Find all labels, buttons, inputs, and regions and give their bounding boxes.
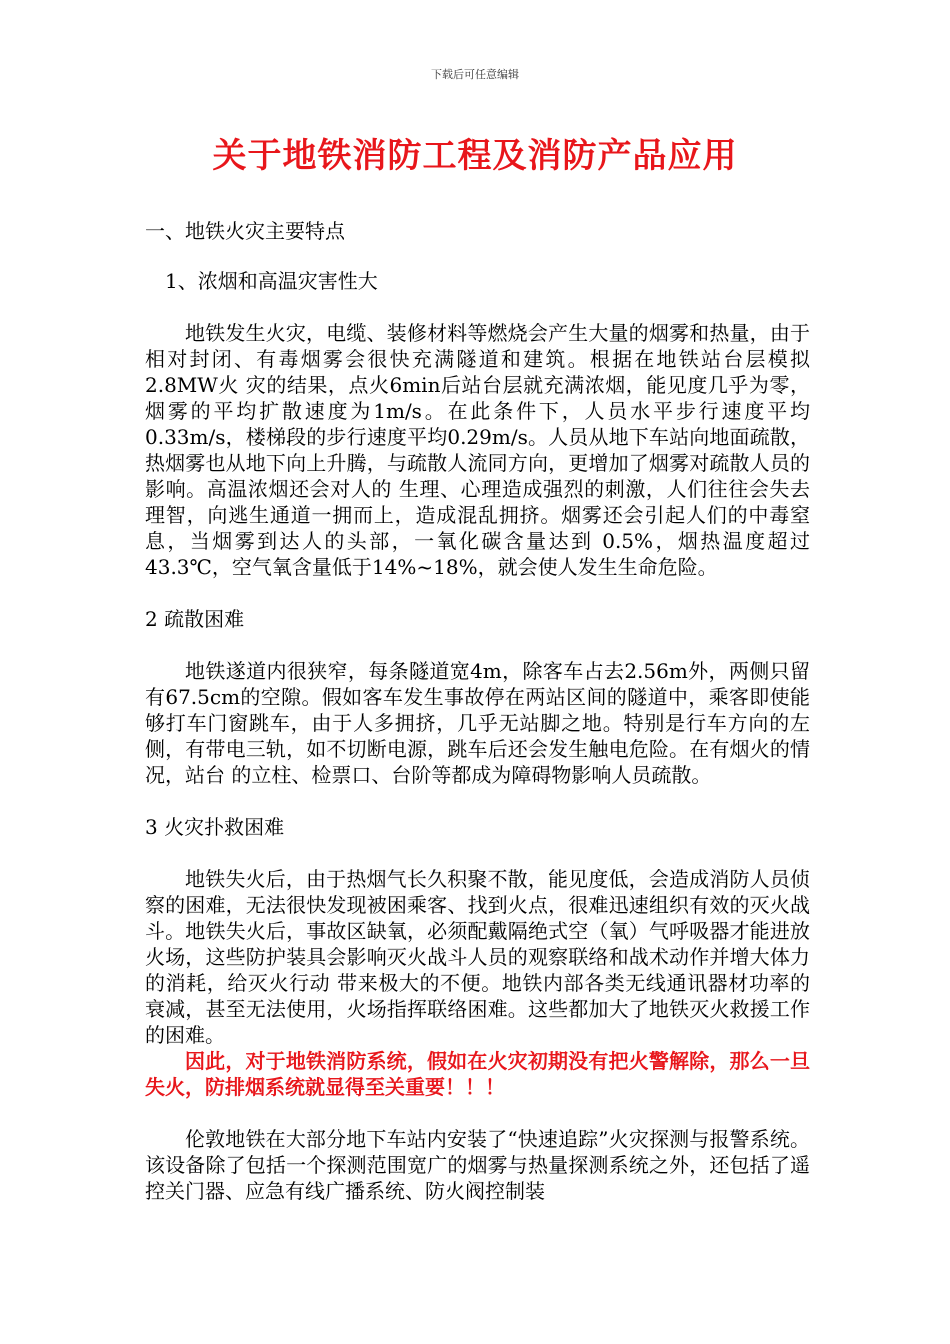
subsection-heading-2: 2 疏散困难	[145, 607, 245, 631]
paragraph-london-metro: 伦敦地铁在大部分地下车站内安装了“快速追踪”火灾探测与报警系统。该设备除了包括一个探测范围宽广的烟雾与热量探测系统之外，还包括了遥控关门器、应急有线广播系统、防火阀控制装	[145, 1127, 810, 1203]
paragraph-smoke-heat: 地铁发生火灾，电缆、装修材料等燃烧会产生大量的烟雾和热量，由于相对封闭、有毒烟雾会很快充满隧道和建筑。根据在地铁站台层模拟2.8MW火 灾的结果，点火6min后站台层就充满浓烟，能见度几乎为零，烟雾的平均扩散速度为1m/s。在此条件下，人员水平步行速度平均0.33m/s，楼梯段的步行速度平均0.29m/s。人员从地下车站向地面疏散，热烟雾也从地下向上升腾，与疏散人流同方向，更增加了烟雾对疏散人员的影响。高温浓烟还会对人的 生理、心理造成强烈的刺激，人们往往会失去理智，向逃生通道一拥而上，造成混乱拥挤。烟雾还会引起人们的中毒窒息，当烟雾到达人的头部，一氧化碳含量达到 0.5%，烟热温度超过43.3℃，空气氧含量低于14%~18%，就会使人发生生命危险。	[145, 321, 810, 579]
subsection-heading-3: 3 火灾扑救困难	[145, 815, 285, 839]
emphasis-paragraph: 因此，对于地铁消防系统，假如在火灾初期没有把火警解除，那么一旦失火，防排烟系统就显得至关重要！！！	[145, 1049, 810, 1099]
header-note: 下载后可任意编辑	[431, 68, 519, 81]
paragraph-firefighting: 地铁失火后，由于热烟气长久积聚不散，能见度低，会造成消防人员侦察的困难，无法很快发现被困乘客、找到火点，很难迅速组织有效的灭火战斗。地铁失火后，事故区缺氧，必须配戴隔绝式空（氧）气呼吸器才能进放火场，这些防护装具会影响灭火战斗人员的观察联络和战术动作并增大体力的消耗，给灭火行动 带来极大的不便。地铁内部各类无线通讯器材功率的衰减，甚至无法使用，火场指挥联络困难。这些都加大了地铁灭火救援工作的困难。	[145, 867, 810, 1047]
document-body	[145, 218, 810, 1230]
paragraph-evacuation: 地铁遂道内很狭窄，每条隧道宽4m，除客车占去2.56m外，两侧只留有67.5cm的空隙。假如客车发生事故停在两站区间的隧道中，乘客即使能够打车门窗跳车，由于人多拥挤，几乎无站脚之地。特别是行车方向的左侧，有带电三轨，如不切断电源，跳车后还会发生触电危险。在有烟火的情况，站台 的立柱、检票口、台阶等都成为障碍物影响人员疏散。	[145, 659, 810, 787]
subsection-heading-1-1: 1、浓烟和高温灾害性大	[165, 269, 378, 293]
section-heading-1: 一、地铁火灾主要特点	[145, 219, 345, 243]
document-title: 关于地铁消防工程及消防产品应用	[212, 136, 738, 176]
